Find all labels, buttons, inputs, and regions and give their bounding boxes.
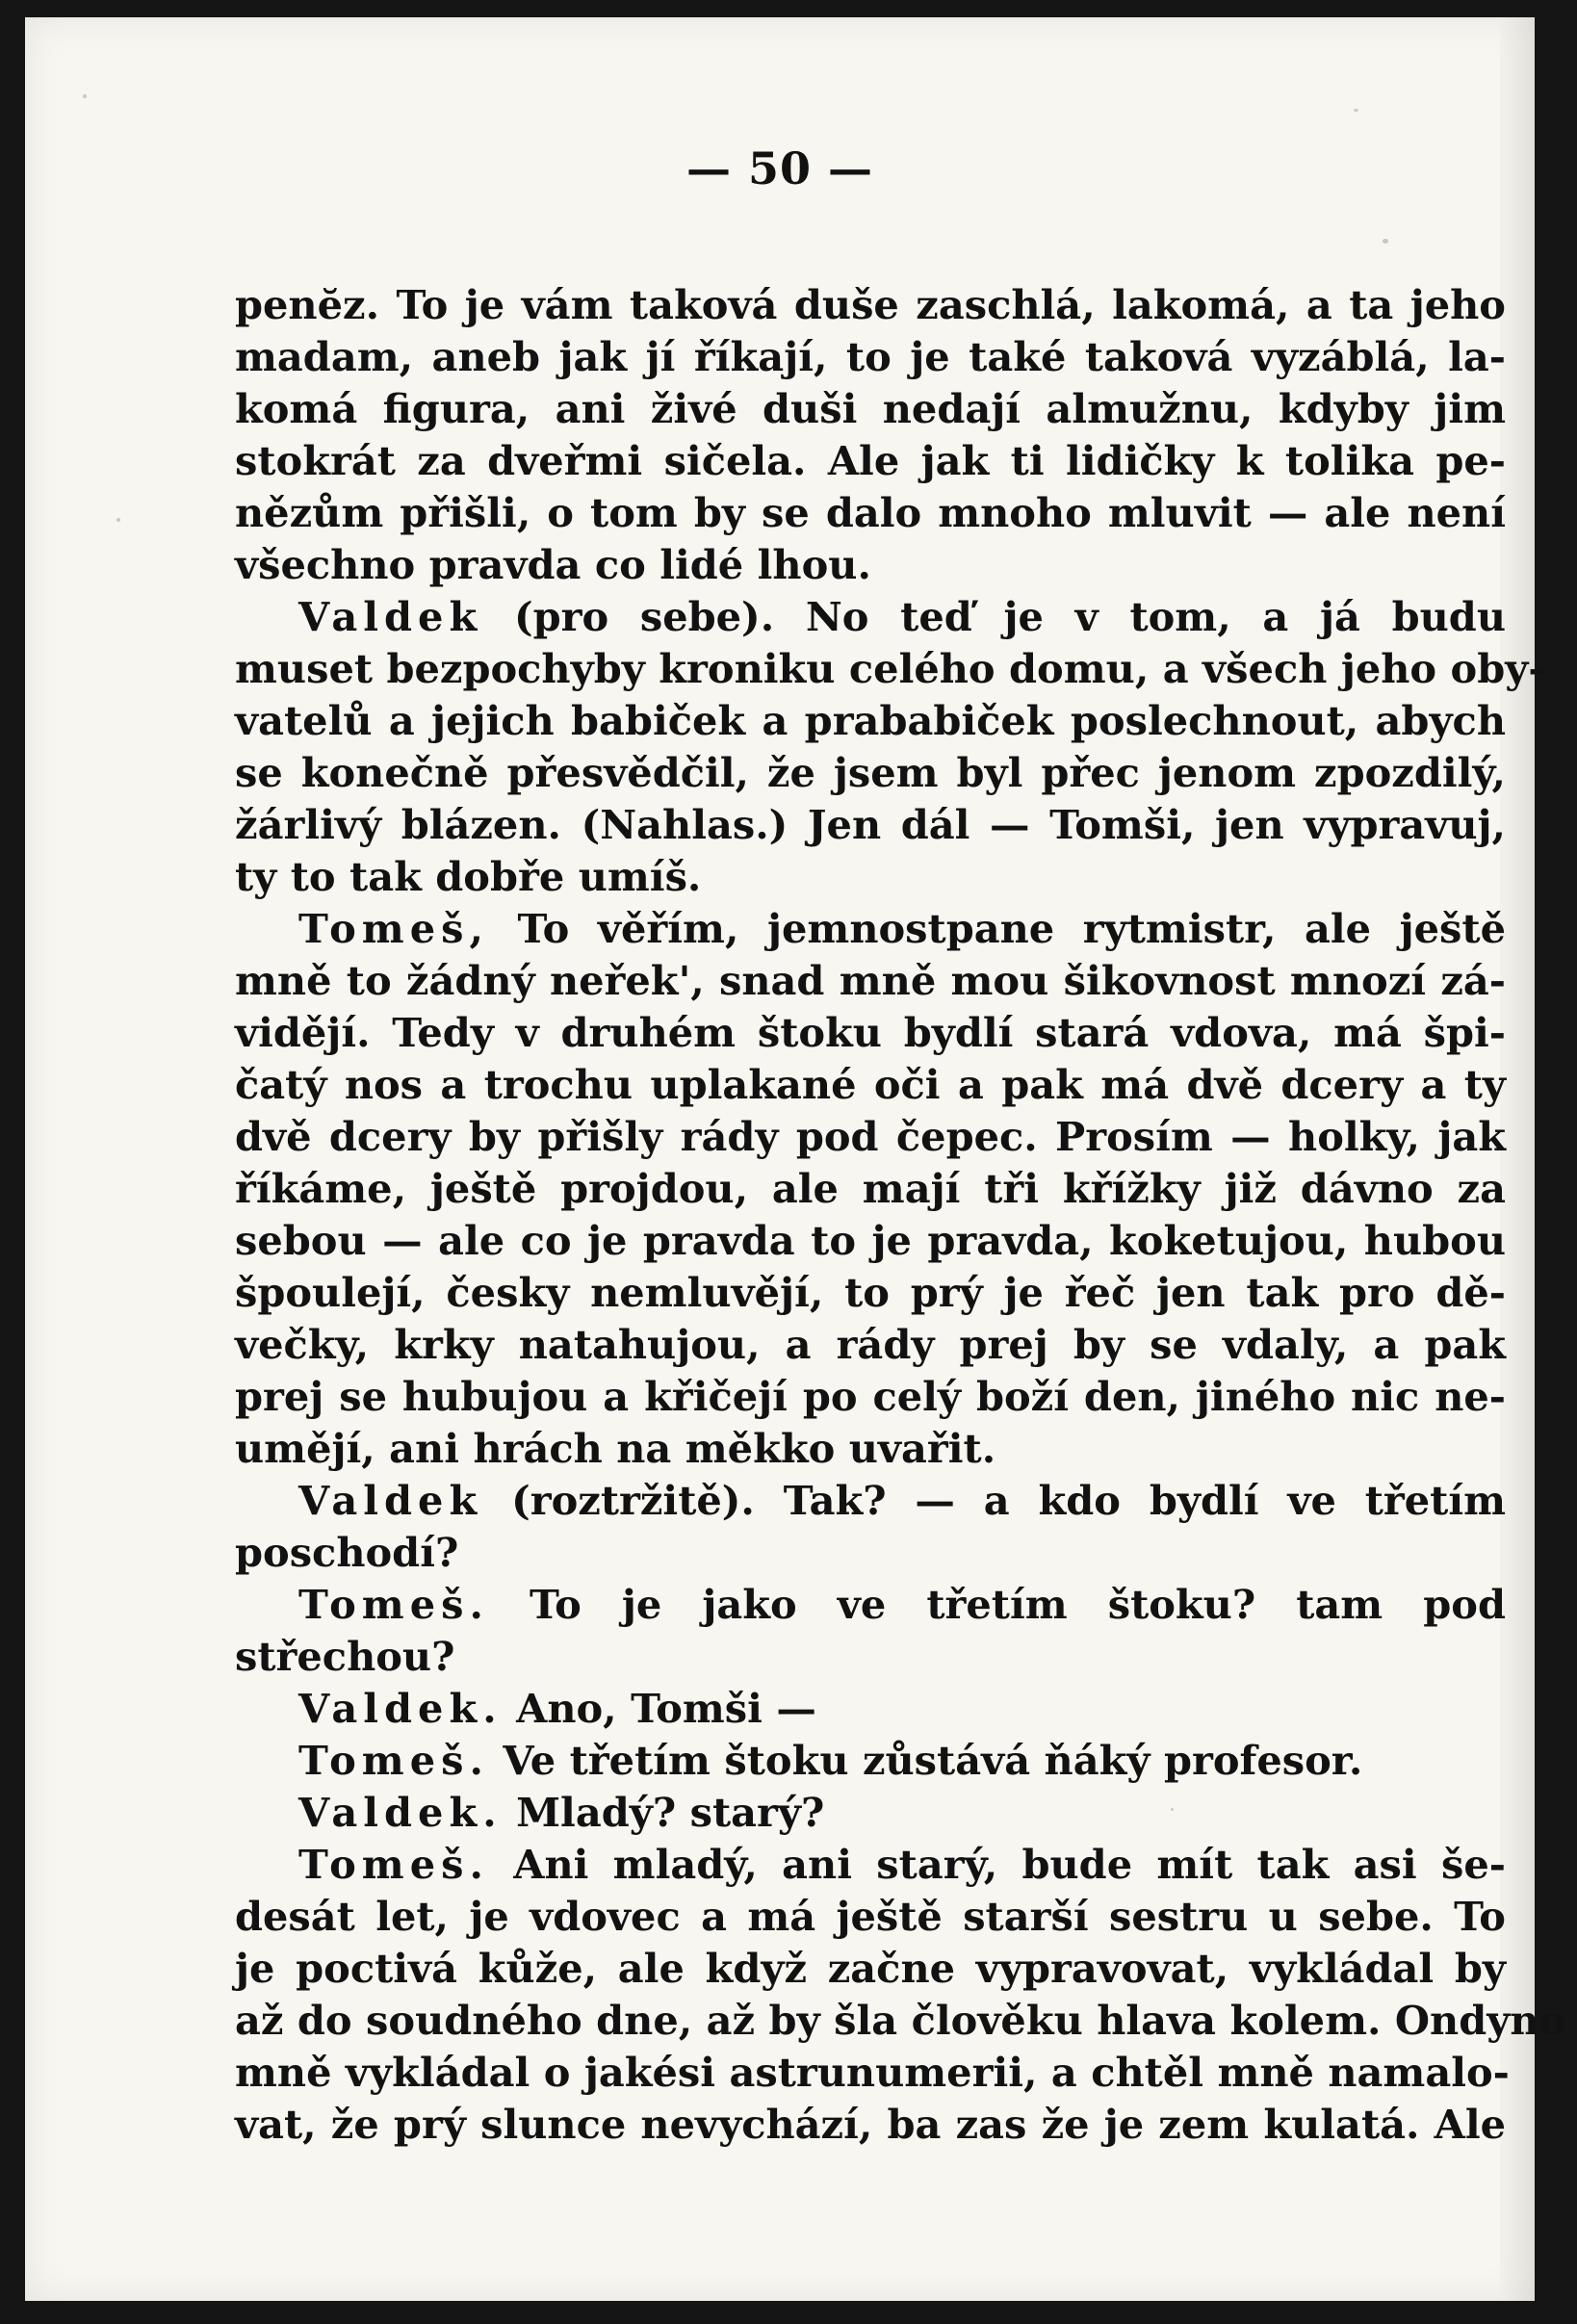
text-line xyxy=(235,1631,1506,1683)
text-line xyxy=(235,487,1506,539)
line-text: ty to tak dobře umíš. xyxy=(235,853,702,900)
text-line xyxy=(235,1735,1506,1787)
text-line xyxy=(235,643,1545,695)
print-speck xyxy=(1354,109,1358,112)
line-text: komá figura, ani živé duši nedají almužnu, kdyby jim xyxy=(235,385,1506,432)
speaker-name: Tomeš. xyxy=(298,1737,489,1784)
text-line xyxy=(235,1527,1506,1579)
line-text: vatelů a jejich babiček a prababiček poslechnout, abych xyxy=(235,697,1506,744)
line-text: vat, že prý slunce nevychází, ba zas že je zem kulatá. Ale xyxy=(235,2101,1506,2148)
text-line xyxy=(235,1007,1506,1059)
line-text: večky, krky natahujou, a rády prej by se vdaly, a pak xyxy=(235,1321,1506,1368)
book-page xyxy=(25,17,1566,2301)
text-line xyxy=(235,1319,1506,1371)
text-line xyxy=(235,1423,1506,1475)
line-text: vidějí. Tedy v druhém štoku bydlí stará vdova, má špi- xyxy=(235,1009,1506,1056)
text-line xyxy=(235,279,1506,331)
body-text xyxy=(235,279,1566,2151)
line-text: To věřím, jemnostpane rytmistr, ale ještě xyxy=(488,905,1506,952)
line-text: až do soudného dne, až by šla člověku hlava kolem. Ondyno xyxy=(235,1997,1566,2044)
line-text: To je jako ve třetím štoku? tam pod xyxy=(488,1581,1506,1628)
text-line xyxy=(235,1891,1506,1943)
speaker-name: Tomeš. xyxy=(298,1581,489,1628)
line-text: čatý nos a trochu uplakané oči a pak má dvě dcery a ty xyxy=(235,1061,1506,1108)
line-text: mně vykládal o jakési astrunumerii, a chtěl mně namalo- xyxy=(235,2049,1510,2096)
text-line xyxy=(235,331,1506,383)
speaker-name: Tomeš, xyxy=(298,905,489,952)
text-line xyxy=(235,903,1506,955)
line-text: špoulejí, česky nemluvějí, to prý je řeč jen tak pro dě- xyxy=(235,1269,1506,1316)
text-line xyxy=(235,383,1506,435)
text-line xyxy=(235,1475,1506,1527)
text-line xyxy=(235,1267,1506,1319)
text-line xyxy=(235,1787,1506,1839)
line-text: se konečně přesvědčil, že jsem byl přec jenom zpozdilý, xyxy=(235,749,1506,796)
text-line xyxy=(235,955,1506,1007)
text-line xyxy=(235,799,1506,851)
text-line xyxy=(235,1683,1506,1735)
text-line xyxy=(235,1995,1566,2047)
print-speck xyxy=(116,518,120,522)
line-text: prej se hubujou a křičejí po celý boží den, jiného nic ne- xyxy=(235,1373,1506,1420)
line-text: střechou? xyxy=(235,1633,455,1680)
text-line xyxy=(235,2047,1510,2099)
line-text: desát let, je vdovec a má ještě starší sestru u sebe. To xyxy=(235,1893,1506,1940)
text-line xyxy=(235,1163,1506,1215)
text-line xyxy=(235,1943,1506,1995)
line-text: dvě dcery by přišly rády pod čepec. Prosím — holky, jak xyxy=(235,1113,1506,1160)
line-text: říkáme, ještě projdou, ale mají tři křížky již dávno za xyxy=(235,1165,1506,1212)
text-line xyxy=(235,851,1506,903)
line-text: (roztržitě). Tak? — a kdo bydlí ve třetím xyxy=(482,1477,1506,1524)
line-text: (pro sebe). No teď je v tom, a já budu xyxy=(482,593,1506,640)
text-line xyxy=(235,1215,1506,1267)
print-speck xyxy=(1383,239,1388,244)
line-text: umějí, ani hrách na měkko uvařit. xyxy=(235,1425,996,1472)
speaker-name: Valdek. xyxy=(298,1685,503,1732)
speaker-name: Valdek. xyxy=(298,1789,503,1836)
line-text: Ani mladý, ani starý, bude mít tak asi še- xyxy=(488,1841,1506,1888)
page-number: — 50 — xyxy=(685,142,874,194)
text-line xyxy=(235,435,1506,487)
speaker-name: Tomeš. xyxy=(298,1841,489,1888)
text-line xyxy=(235,1839,1506,1891)
line-text: madam, aneb jak jí říkají, to je také taková vyzáblá, la- xyxy=(235,333,1506,380)
text-line xyxy=(235,747,1506,799)
text-line xyxy=(235,1111,1506,1163)
line-text: Ve třetím štoku zůstává ňáký profesor. xyxy=(488,1737,1363,1784)
text-line xyxy=(235,1371,1506,1423)
text-line xyxy=(235,539,1506,591)
text-line xyxy=(235,591,1506,643)
line-text: je poctivá kůže, ale když začne vypravovat, vykládal by xyxy=(235,1945,1506,1992)
line-text: sebou — ale co je pravda to je pravda, koketujou, hubou xyxy=(235,1217,1506,1264)
line-text: mně to žádný neřek', snad mně mou šikovnost mnozí zá- xyxy=(235,957,1506,1004)
line-text: nězům přišli, o tom by se dalo mnoho mluvit — ale není xyxy=(235,489,1506,536)
text-line xyxy=(235,2099,1506,2151)
line-text: muset bezpochyby kroniku celého domu, a všech jeho oby- xyxy=(235,645,1545,692)
print-speck xyxy=(1171,1808,1174,1811)
line-text: stokrát za dveřmi sičela. Ale jak ti lidičky k tolika pe- xyxy=(235,437,1506,484)
speaker-name: Valdek xyxy=(298,593,483,640)
print-speck xyxy=(83,94,87,98)
line-text: žárlivý blázen. (Nahlas.) Jen dál — Tomši, jen vypravuj, xyxy=(235,801,1506,848)
text-line xyxy=(235,1059,1506,1111)
line-text: Mladý? starý? xyxy=(502,1789,825,1836)
text-line xyxy=(235,695,1506,747)
speaker-name: Valdek xyxy=(298,1477,483,1524)
line-text: poschodí? xyxy=(235,1529,459,1576)
line-text: penĕz. To je vám taková duše zaschlá, lakomá, a ta jeho xyxy=(235,281,1506,328)
text-line xyxy=(235,1579,1506,1631)
line-text: Ano, Tomši — xyxy=(502,1685,816,1732)
line-text: všechno pravda co lidé lhou. xyxy=(235,541,871,588)
